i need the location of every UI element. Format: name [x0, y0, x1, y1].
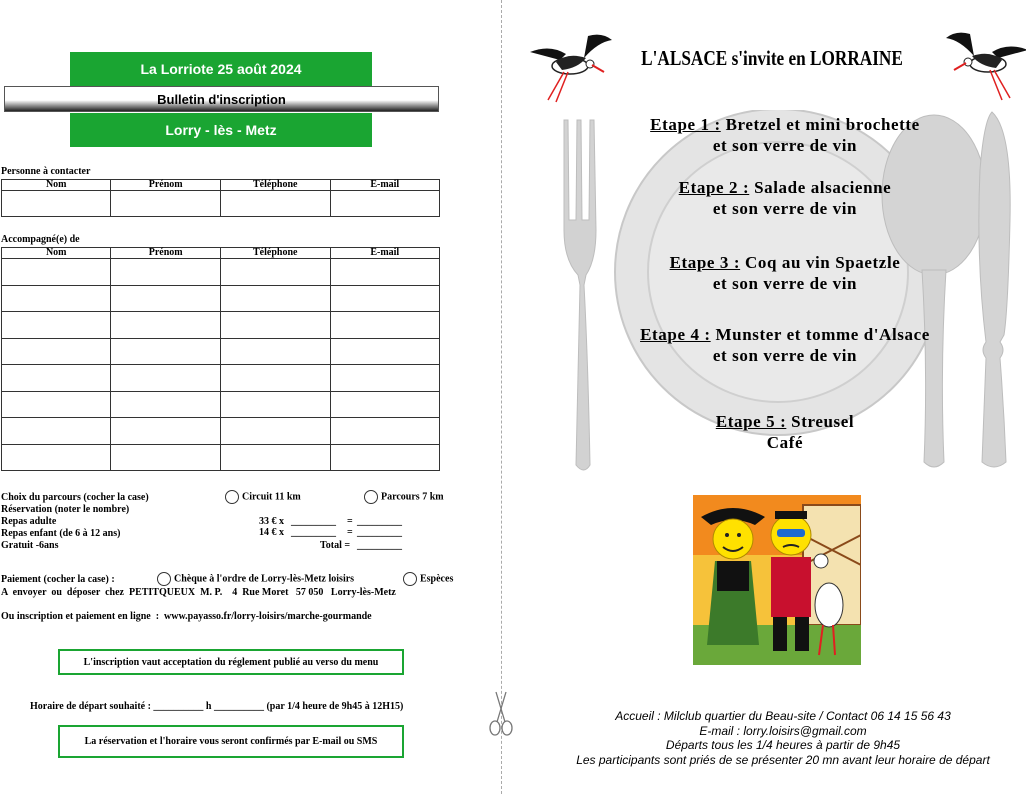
cell-input[interactable] — [220, 444, 330, 471]
step-2-dish: Salade alsacienne — [749, 178, 892, 197]
cell-input[interactable] — [220, 191, 330, 217]
step-4-label: Etape 4 : — [640, 325, 711, 344]
repas-adulte-equals: = — [347, 516, 353, 527]
event-date-banner: La Lorriote 25 août 2024 — [70, 52, 372, 86]
repas-adulte-price: 33 € x — [259, 516, 284, 527]
repas-adulte-subtotal[interactable]: _________ — [357, 516, 402, 527]
alsace-cartoon-icon — [693, 495, 861, 665]
cell-input[interactable] — [330, 391, 439, 418]
adresse-envoi: A envoyer ou déposer chez PETITQUEUX M. P. 4 Rue Moret 57 050 Lorry-lès-Metz — [1, 587, 396, 598]
parcours-7-radio[interactable] — [364, 490, 378, 504]
contact-label: Personne à contacter — [1, 166, 91, 177]
scissors-icon — [488, 690, 514, 738]
knife-icon — [979, 112, 1010, 467]
cell-input[interactable] — [2, 444, 111, 471]
cell-input[interactable] — [2, 191, 111, 217]
especes-label: Espèces — [420, 573, 454, 585]
cell-input[interactable] — [111, 444, 221, 471]
contact-header-row — [2, 180, 440, 191]
fold-divider — [501, 0, 502, 794]
cheque-option[interactable] — [157, 572, 354, 586]
stork-icon — [528, 30, 614, 106]
step-1-dish: Bretzel et mini brochette — [720, 115, 920, 134]
accompagne-label: Accompagné(e) de — [1, 234, 80, 245]
step-5-cafe: Café — [766, 433, 804, 452]
cell-input[interactable] — [111, 285, 221, 312]
cell-input[interactable] — [220, 418, 330, 445]
col-telephone: Téléphone — [220, 180, 330, 191]
cell-input[interactable] — [111, 391, 221, 418]
gratuit-label: Gratuit -6ans — [1, 540, 59, 551]
cell-input[interactable] — [2, 365, 111, 392]
cell-input[interactable] — [330, 285, 439, 312]
especes-option[interactable] — [403, 572, 453, 586]
step-3-wine: et son verre de vin — [712, 274, 858, 293]
parcours-label: Choix du parcours (cocher la case) — [1, 492, 149, 503]
cell-input[interactable] — [2, 338, 111, 365]
table-row — [2, 191, 440, 217]
table-row — [2, 418, 440, 445]
table-row — [2, 444, 440, 471]
col-prenom: Prénom — [111, 180, 221, 191]
repas-enfant-count[interactable]: _________ — [291, 527, 336, 538]
cell-input[interactable] — [330, 259, 439, 286]
footer-email: E-mail : lorry.loisirs@gmail.com — [699, 723, 867, 738]
cell-input[interactable] — [220, 391, 330, 418]
table-row — [2, 285, 440, 312]
step-5-label: Etape 5 : — [715, 412, 787, 431]
col-telephone: Téléphone — [220, 248, 330, 259]
stork-icon — [944, 28, 1026, 104]
footer-accueil: Accueil : Milclub quartier du Beau-site / Contact 06 14 15 56 43 — [615, 709, 951, 723]
cheque-label: Chèque à l'ordre de Lorry-lès-Metz loisirs — [174, 573, 355, 585]
col-prenom: Prénom — [111, 248, 221, 259]
cell-input[interactable] — [2, 418, 111, 445]
step-5 — [590, 411, 980, 453]
cell-input[interactable] — [330, 365, 439, 392]
reservation-label: Réservation (noter le nombre) — [1, 504, 130, 515]
step-5-dish: Streusel — [786, 412, 855, 431]
step-4 — [590, 324, 980, 366]
step-2 — [590, 177, 980, 219]
repas-enfant-equals: = — [347, 527, 353, 538]
cheque-radio[interactable] — [157, 572, 171, 586]
cell-input[interactable] — [2, 312, 111, 339]
cell-input[interactable] — [220, 312, 330, 339]
table-row — [2, 338, 440, 365]
cell-input[interactable] — [2, 259, 111, 286]
contact-table — [1, 179, 440, 217]
paiement-label: Paiement (cocher la case) : — [1, 574, 115, 585]
especes-radio[interactable] — [403, 572, 417, 586]
total-label: Total = — [320, 540, 351, 551]
step-2-label: Etape 2 : — [678, 178, 750, 197]
bulletin-title: Bulletin d'inscription — [4, 86, 439, 112]
horaire-depart: Horaire de départ souhaité : __________ h __________ (par 1/4 heure de 9h45 à 12H15) — [30, 701, 404, 712]
col-email: E-mail — [330, 180, 439, 191]
cell-input[interactable] — [2, 285, 111, 312]
cell-input[interactable] — [220, 338, 330, 365]
repas-enfant-subtotal[interactable]: _________ — [357, 527, 402, 538]
repas-enfant-price: 14 € x — [259, 527, 284, 538]
cell-input[interactable] — [111, 312, 221, 339]
step-1 — [590, 114, 980, 156]
repas-adulte-count[interactable]: _________ — [291, 516, 336, 527]
step-4-wine: et son verre de vin — [712, 346, 858, 365]
table-row — [2, 391, 440, 418]
cell-input[interactable] — [220, 285, 330, 312]
circuit-11-option[interactable] — [225, 490, 301, 504]
cell-input[interactable] — [111, 191, 221, 217]
table-row — [2, 365, 440, 392]
step-1-wine: et son verre de vin — [712, 136, 858, 155]
step-3-dish: Coq au vin Spaetzle — [740, 253, 901, 272]
col-nom: Nom — [2, 180, 111, 191]
table-row — [2, 312, 440, 339]
cell-input[interactable] — [220, 365, 330, 392]
footer-departs: Départs tous les 1/4 heures à partir de 9h45 — [665, 738, 901, 752]
circuit-11-label: Circuit 11 km — [242, 491, 301, 503]
confirmation-box — [58, 725, 404, 758]
acceptation-box — [58, 649, 404, 675]
circuit-11-radio[interactable] — [225, 490, 239, 504]
cell-input[interactable] — [111, 338, 221, 365]
step-1-label: Etape 1 : — [650, 115, 721, 134]
total-field[interactable]: _________ — [357, 540, 402, 551]
cell-input[interactable] — [111, 365, 221, 392]
cell-input[interactable] — [2, 391, 111, 418]
table-row — [2, 259, 440, 286]
acceptation-text: L'inscription vaut acceptation du réglement publié au verso du menu — [83, 656, 379, 668]
cell-input[interactable] — [330, 418, 439, 445]
menu-title: L'ALSACE s'invite en LORRAINE — [641, 46, 903, 70]
step-3-label: Etape 3 : — [669, 253, 741, 272]
parcours-7-label: Parcours 7 km — [381, 491, 444, 503]
cell-input[interactable] — [111, 418, 221, 445]
inscription-en-ligne: Ou inscription et paiement en ligne : www.payasso.fr/lorry-loisirs/marche-gourmande — [1, 611, 372, 622]
step-3 — [590, 252, 980, 294]
col-email: E-mail — [330, 248, 439, 259]
parcours-7-option[interactable] — [364, 490, 444, 504]
cell-input[interactable] — [111, 259, 221, 286]
cell-input[interactable] — [330, 312, 439, 339]
cell-input[interactable] — [330, 338, 439, 365]
accompagne-header-row — [2, 248, 440, 259]
cell-input[interactable] — [330, 444, 439, 471]
col-nom: Nom — [2, 248, 111, 259]
step-2-wine: et son verre de vin — [712, 199, 858, 218]
step-4-dish: Munster et tomme d'Alsace — [710, 325, 930, 344]
repas-enfant-label: Repas enfant (de 6 à 12 ans) — [1, 528, 121, 539]
cell-input[interactable] — [220, 259, 330, 286]
cell-input[interactable] — [330, 191, 439, 217]
location-banner: Lorry - lès - Metz — [70, 113, 372, 147]
confirmation-text: La réservation et l'horaire vous seront confirmés par E-mail ou SMS — [84, 736, 378, 747]
footer-participants: Les participants sont priés de se présenter 20 mn avant leur horaire de départ — [576, 752, 990, 767]
accompagne-table — [1, 247, 440, 471]
repas-adulte-label: Repas adulte — [1, 516, 57, 527]
